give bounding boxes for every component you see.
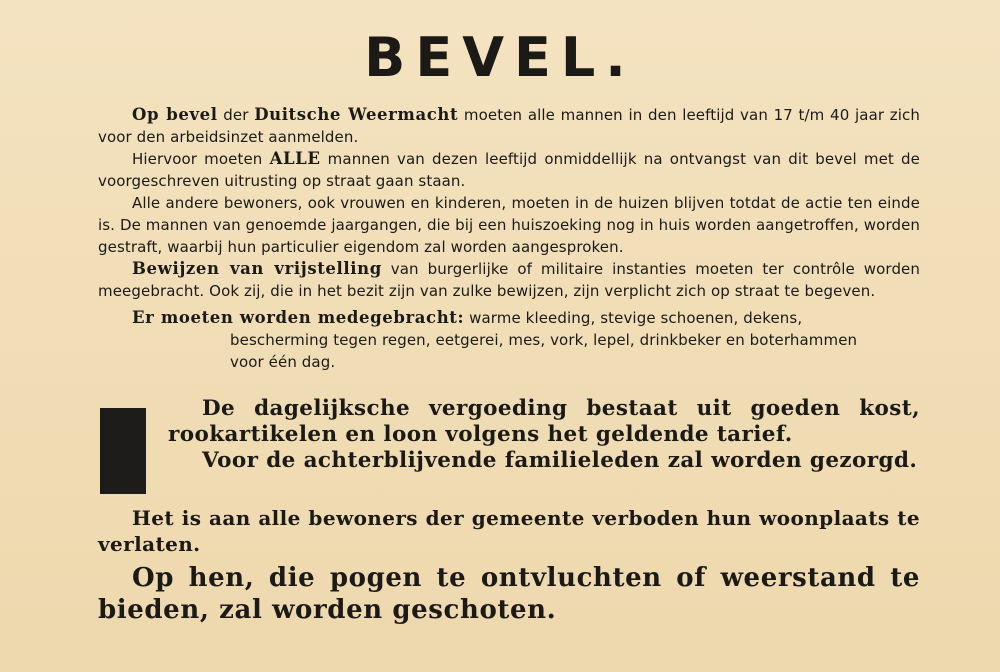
list-lead	[98, 307, 920, 329]
compensation-line: De dagelijksche vergoeding bestaat uit goeden kost, rookartikelen en loon volgens het geldende tarief.	[168, 396, 920, 447]
no-leaving-text: Het is aan alle bewoners der gemeente verboden hun woonplaats te verlaten.	[98, 506, 920, 556]
text-run: moeten alle mannen in den leeftijd van 17 t/m 40 jaar zich voor den arbeidsinzet aanmelden.	[98, 106, 920, 146]
list-continuation: bescherming tegen regen, eetgerei, mes, vork, lepel, drinkbeker en boterhammen	[230, 331, 858, 349]
bold-phrase: ALLE	[269, 149, 321, 168]
bold-phrase: Op bevel	[132, 105, 218, 124]
list-continuation: voor één dag.	[230, 353, 336, 371]
paragraph-exemptions	[98, 258, 920, 302]
notice-compensation	[168, 396, 920, 474]
bold-phrase: Duitsche Weermacht	[254, 105, 459, 124]
family-care-line: Voor de achterblijvende familieleden zal worden gezorgd.	[202, 448, 918, 473]
bold-phrase: Bewijzen van vrijstelling	[132, 259, 382, 278]
poster-title: BEVEL.	[364, 26, 636, 89]
paragraph-all-men	[98, 148, 920, 192]
text-run: Hiervoor moeten	[132, 150, 270, 168]
warning-text: Op hen, die pogen te ontvluchten of weerstand te bieden, zal worden geschoten.	[98, 563, 920, 625]
black-bar-decoration	[100, 408, 146, 494]
notice-warning	[98, 562, 920, 626]
paragraph-other-residents: Alle andere bewoners, ook vrouwen en kinderen, moeten in de huizen blijven totdat de actie ten einde is. De mannen van genoemde jaargangen, die bij een huiszoeking nog in huis worden aangetroffen, worden gestraft, waarbij hun particulier eigendom zal worden aangesproken.	[98, 194, 920, 256]
text-run: mannen van dezen leeftijd onmiddellijk na ontvangst van dit bevel met de voorgeschreven uitrusting op straat gaan staan.	[98, 150, 920, 190]
text-run: warme kleeding, stevige schoenen, dekens,	[464, 309, 803, 327]
text-run: van burgerlijke of militaire instanties moeten ter contrôle worden meegebracht. Ook zij, die in het bezit zijn van zulke bewijzen, zijn verplicht zich op straat te begeven.	[98, 260, 920, 300]
notice-no-leaving	[98, 505, 920, 557]
poster-body	[98, 104, 920, 373]
bold-phrase: Er moeten worden medegebracht:	[132, 308, 465, 327]
paragraph-order	[98, 104, 920, 148]
text-run: der	[217, 106, 255, 124]
paragraph-required-items	[98, 307, 920, 373]
